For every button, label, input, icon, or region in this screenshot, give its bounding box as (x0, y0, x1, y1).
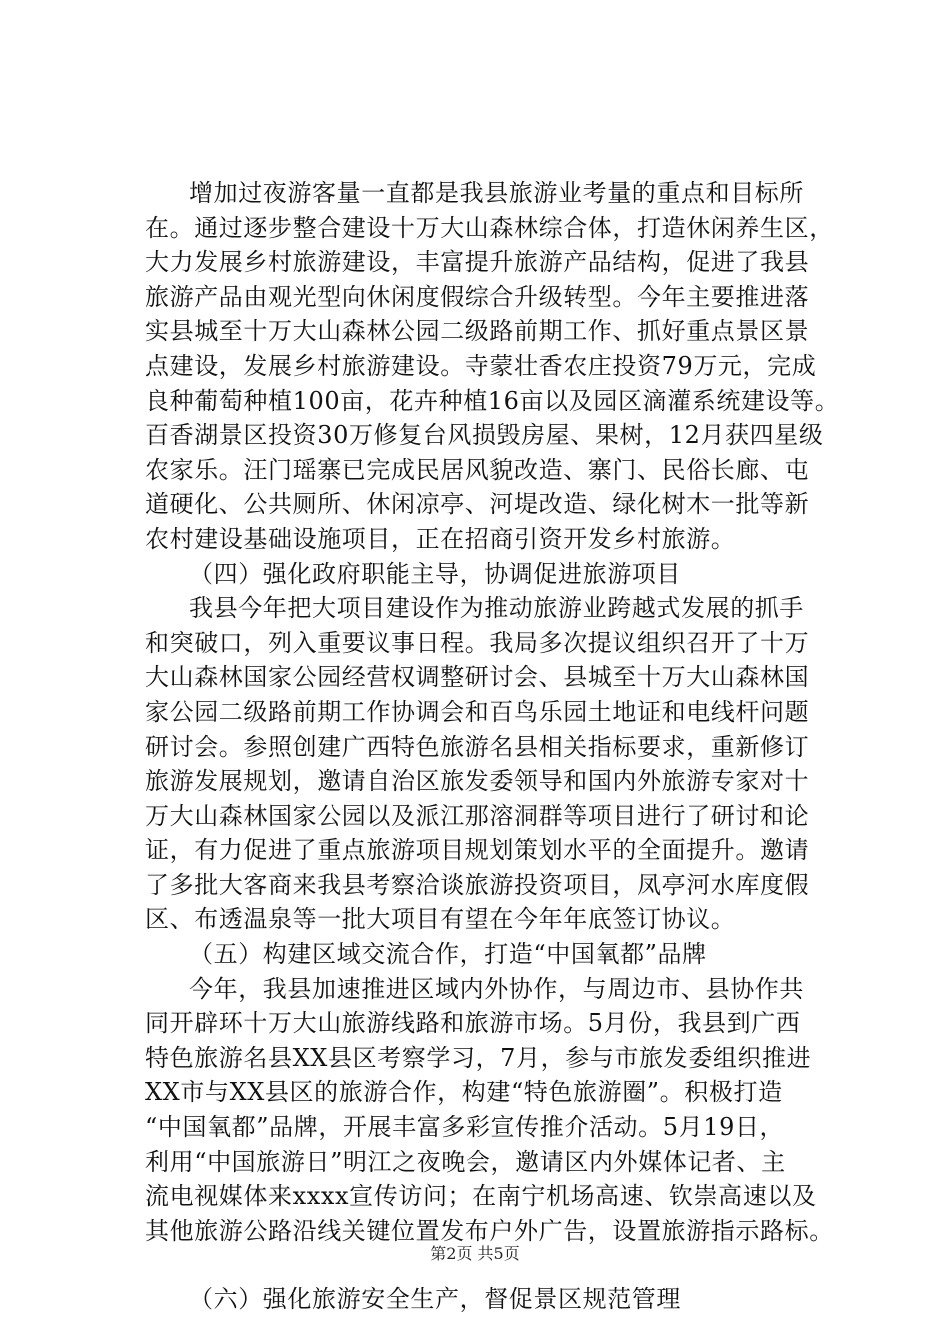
paragraph-line: 利用“中国旅游日”明江之夜晚会，邀请区内外媒体记者、主 (145, 1147, 786, 1176)
paragraph-line: 特色旅游名县XX县区考察学习，7月，参与市旅发委组织推进 (145, 1043, 812, 1072)
paragraph-line: 家公园二级路前期工作协调会和百鸟乐园土地证和电线杆问题 (145, 697, 810, 726)
paragraph-line: 增加过夜游客量一直都是我县旅游业考量的重点和目标所 (189, 179, 804, 207)
paragraph-line: 区、布透温泉等一批大项目有望在今年年底签订协议。 (145, 905, 736, 934)
paragraph-line: 农村建设基础设施项目，正在招商引资开发乡村旅游。 (145, 524, 736, 553)
paragraph-line: 流电视媒体来xxxx宣传访问；在南宁机场高速、钦崇高速以及 (145, 1182, 817, 1211)
paragraph-line: 其他旅游公路沿线关键位置发布户外广告，设置旅游指示路标。 (145, 1216, 834, 1245)
paragraph-line: 大力发展乡村旅游建设，丰富提升旅游产品结构，促进了我县 (145, 248, 810, 277)
paragraph-line: 和突破口，列入重要议事日程。我局多次提议组织召开了十万 (145, 628, 810, 657)
paragraph-line: 实县城至十万大山森林公园二级路前期工作、抓好重点景区景 (145, 317, 810, 346)
paragraph-line: 了多批大客商来我县考察洽谈旅游投资项目，凤亭河水库度假 (145, 870, 810, 899)
paragraph-line: “中国氧都”品牌，开展丰富多彩宣传推介活动。5月19日， (145, 1113, 785, 1142)
paragraph-line: 点建设，发展乡村旅游建设。寺蒙壮香农庄投资79万元，完成 (145, 351, 817, 380)
paragraph-line: 百香湖景区投资30万修复台风损毁房屋、果树，12月获四星级 (145, 421, 824, 450)
paragraph-line: 万大山森林国家公园以及派江那溶洞群等项目进行了研讨和论 (145, 801, 810, 830)
paragraph-line: 我县今年把大项目建设作为推动旅游业跨越式发展的抓手 (189, 594, 804, 623)
section-heading: （六）强化旅游安全生产，督促景区规范管理 (189, 1285, 681, 1314)
paragraph-line: XX市与XX县区的旅游合作，构建“特色旅游圈”。积极打造 (145, 1078, 783, 1107)
paragraph-line: 同开辟环十万大山旅游线路和旅游市场。5月份，我县到广西 (145, 1009, 801, 1038)
paragraph-line: 良种葡萄种植100亩，花卉种植16亩以及园区滴灌系统建设等。 (145, 386, 840, 415)
paragraph-line: 大山森林国家公园经营权调整研讨会、县城至十万大山森林国 (145, 663, 810, 692)
document-body (145, 176, 840, 1317)
paragraph-line: 旅游发展规划，邀请自治区旅发委领导和国内外旅游专家对十 (145, 767, 810, 796)
paragraph-line: 旅游产品由观光型向休闲度假综合升级转型。今年主要推进落 (145, 282, 810, 311)
page-footer: 第2页 共5页 (430, 1244, 520, 1263)
section-heading: （四）强化政府职能主导，协调促进旅游项目 (189, 559, 681, 588)
section-heading: （五）构建区域交流合作，打造“中国氧都”品牌 (189, 940, 707, 969)
paragraph-line: 研讨会。参照创建广西特色旅游名县相关指标要求，重新修订 (145, 732, 810, 761)
paragraph-line: 今年，我县加速推进区域内外协作，与周边市、县协作共 (189, 974, 804, 1003)
paragraph-line: 证，有力促进了重点旅游项目规划策划水平的全面提升。邀请 (145, 836, 810, 865)
paragraph-line: 在。通过逐步整合建设十万大山森林综合体，打造休闲养生区， (145, 213, 834, 242)
paragraph-line: 道硬化、公共厕所、休闲凉亭、河堤改造、绿化树木一批等新 (145, 490, 810, 519)
paragraph-line: 农家乐。汪门瑶寨已完成民居风貌改造、寨门、民俗长廊、屯 (145, 455, 810, 484)
